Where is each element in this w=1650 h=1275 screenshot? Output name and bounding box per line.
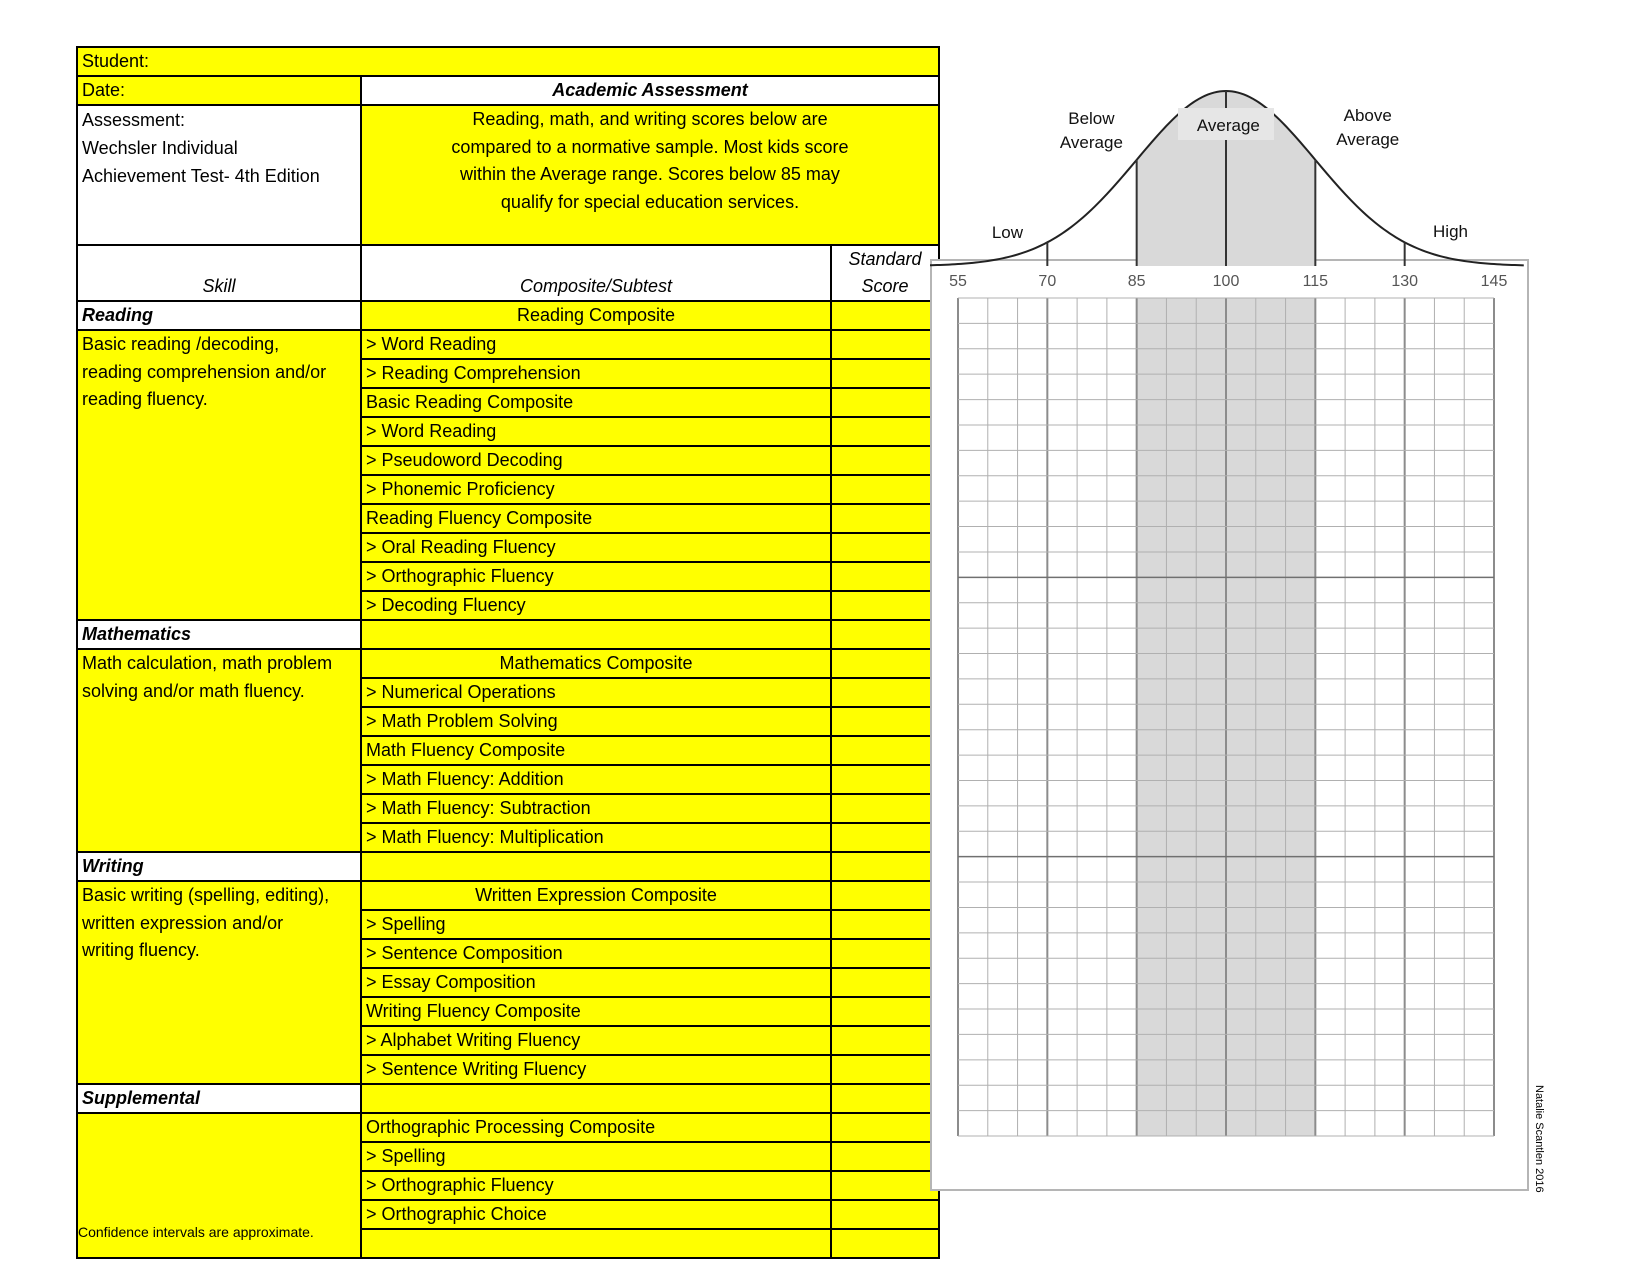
subtest-cell: Reading Fluency Composite bbox=[361, 504, 831, 533]
range-label: Average bbox=[1336, 130, 1400, 149]
section-heading: Reading bbox=[77, 301, 361, 330]
credit-text: Natalie Scantlen 2016 bbox=[1533, 1085, 1545, 1193]
subtest-cell: > Math Fluency: Multiplication bbox=[361, 823, 831, 852]
subtest-cell: Writing Fluency Composite bbox=[361, 997, 831, 1026]
score-input[interactable] bbox=[831, 1171, 939, 1200]
score-input[interactable] bbox=[831, 388, 939, 417]
score-input[interactable] bbox=[831, 678, 939, 707]
footnote: Confidence intervals are approximate. bbox=[78, 1224, 314, 1240]
intro-text bbox=[361, 105, 939, 245]
subtest-cell: > Spelling bbox=[361, 910, 831, 939]
subtest-cell: > Pseudoword Decoding bbox=[361, 446, 831, 475]
range-label: Average bbox=[1059, 133, 1123, 152]
assessment-info bbox=[77, 105, 361, 245]
subtest-cell: > Numerical Operations bbox=[361, 678, 831, 707]
subtest-cell bbox=[361, 852, 831, 881]
score-input[interactable] bbox=[831, 1229, 939, 1258]
subtest-cell: > Decoding Fluency bbox=[361, 591, 831, 620]
score-input[interactable] bbox=[831, 417, 939, 446]
score-input[interactable] bbox=[831, 736, 939, 765]
score-input[interactable] bbox=[831, 446, 939, 475]
score-input[interactable] bbox=[831, 997, 939, 1026]
tick-label: 145 bbox=[1480, 273, 1508, 290]
subtest-cell: > Oral Reading Fluency bbox=[361, 533, 831, 562]
score-input[interactable] bbox=[831, 910, 939, 939]
score-input[interactable] bbox=[831, 301, 939, 330]
subtest-cell: > Word Reading bbox=[361, 330, 831, 359]
column-header-skill: Skill bbox=[77, 245, 361, 301]
subtest-cell: Basic Reading Composite bbox=[361, 388, 831, 417]
student-field[interactable]: Student: bbox=[77, 47, 939, 76]
subtest-cell: > Spelling bbox=[361, 1142, 831, 1171]
subtest-cell: > Sentence Composition bbox=[361, 939, 831, 968]
subtest-cell: > Reading Comprehension bbox=[361, 359, 831, 388]
assessment-line: Assessment: bbox=[82, 110, 186, 130]
table-row bbox=[77, 1113, 939, 1142]
score-input[interactable] bbox=[831, 939, 939, 968]
tick-label: 130 bbox=[1391, 273, 1419, 290]
form-title: Academic Assessment bbox=[361, 76, 939, 105]
description-line: reading fluency. bbox=[82, 389, 208, 409]
score-input[interactable] bbox=[831, 823, 939, 852]
section-heading: Supplemental bbox=[77, 1084, 361, 1113]
assessment-line: Wechsler Individual bbox=[82, 138, 238, 158]
range-label: Low bbox=[991, 223, 1024, 242]
subtest-cell: > Essay Composition bbox=[361, 968, 831, 997]
intro-line: Reading, math, and writing scores below are bbox=[472, 109, 828, 129]
intro-line: within the Average range. Scores below 85 may bbox=[460, 164, 840, 184]
bell-curve-chart bbox=[930, 40, 1590, 1240]
score-input[interactable] bbox=[831, 794, 939, 823]
range-label: Below bbox=[1068, 109, 1115, 128]
skill-description bbox=[77, 330, 361, 620]
score-header-line: Score bbox=[861, 276, 909, 296]
score-input[interactable] bbox=[831, 562, 939, 591]
column-header-score bbox=[831, 245, 939, 301]
subtest-cell: > Orthographic Choice bbox=[361, 1200, 831, 1229]
subtest-cell: > Math Fluency: Subtraction bbox=[361, 794, 831, 823]
score-input[interactable] bbox=[831, 649, 939, 678]
subtest-cell bbox=[361, 1229, 831, 1258]
subtest-cell: > Orthographic Fluency bbox=[361, 562, 831, 591]
score-input[interactable] bbox=[831, 620, 939, 649]
range-label: Above bbox=[1343, 106, 1392, 125]
subtest-cell: > Math Fluency: Addition bbox=[361, 765, 831, 794]
table-row bbox=[77, 330, 939, 359]
subtest-cell: Written Expression Composite bbox=[361, 881, 831, 910]
date-field[interactable]: Date: bbox=[77, 76, 361, 105]
subtest-cell: Math Fluency Composite bbox=[361, 736, 831, 765]
description-line: Basic writing (spelling, editing), bbox=[82, 885, 330, 905]
subtest-cell: > Orthographic Fluency bbox=[361, 1171, 831, 1200]
table-row bbox=[77, 649, 939, 678]
tick-label: 85 bbox=[1127, 273, 1146, 290]
intro-line: qualify for special education services. bbox=[500, 191, 800, 212]
subtest-cell bbox=[361, 620, 831, 649]
assessment-line: Achievement Test- 4th Edition bbox=[82, 166, 320, 186]
score-input[interactable] bbox=[831, 359, 939, 388]
range-label: High bbox=[1433, 222, 1469, 241]
subtest-cell: Reading Composite bbox=[361, 301, 831, 330]
section-heading: Mathematics bbox=[77, 620, 361, 649]
subtest-cell: > Sentence Writing Fluency bbox=[361, 1055, 831, 1084]
score-input[interactable] bbox=[831, 1200, 939, 1229]
table-row bbox=[77, 881, 939, 910]
tick-label: 70 bbox=[1038, 273, 1057, 290]
subtest-cell: Mathematics Composite bbox=[361, 649, 831, 678]
range-label: Average bbox=[1196, 116, 1260, 135]
subtest-cell: > Alphabet Writing Fluency bbox=[361, 1026, 831, 1055]
score-header-line: Standard bbox=[848, 249, 922, 269]
description-line: reading comprehension and/or bbox=[82, 361, 327, 382]
skill-description bbox=[77, 649, 361, 852]
description-line: Math calculation, math problem bbox=[82, 653, 333, 673]
score-input[interactable] bbox=[831, 765, 939, 794]
score-input[interactable] bbox=[831, 881, 939, 910]
column-header-subtest: Composite/Subtest bbox=[361, 245, 831, 301]
description-line: solving and/or math fluency. bbox=[82, 680, 305, 701]
description-line: writing fluency. bbox=[82, 940, 200, 960]
score-input[interactable] bbox=[831, 1142, 939, 1171]
intro-line: compared to a normative sample. Most kids score bbox=[451, 136, 849, 157]
subtest-cell: > Word Reading bbox=[361, 417, 831, 446]
score-input[interactable] bbox=[831, 1084, 939, 1113]
score-input[interactable] bbox=[831, 1113, 939, 1142]
skill-description bbox=[77, 881, 361, 1084]
tick-label: 115 bbox=[1302, 273, 1329, 290]
score-input[interactable] bbox=[831, 533, 939, 562]
score-input[interactable] bbox=[831, 1055, 939, 1084]
subtest-cell: > Math Problem Solving bbox=[361, 707, 831, 736]
score-input[interactable] bbox=[831, 1026, 939, 1055]
score-input[interactable] bbox=[831, 475, 939, 504]
tick-label: 55 bbox=[949, 273, 967, 290]
section-heading: Writing bbox=[77, 852, 361, 881]
assessment-form bbox=[76, 46, 940, 1259]
score-input[interactable] bbox=[831, 330, 939, 359]
score-input[interactable] bbox=[831, 591, 939, 620]
score-input[interactable] bbox=[831, 504, 939, 533]
tick-label: 100 bbox=[1212, 273, 1240, 290]
subtest-cell: > Phonemic Proficiency bbox=[361, 475, 831, 504]
score-input[interactable] bbox=[831, 968, 939, 997]
subtest-cell bbox=[361, 1084, 831, 1113]
score-input[interactable] bbox=[831, 852, 939, 881]
description-line: Basic reading /decoding, bbox=[82, 334, 280, 354]
description-line: written expression and/or bbox=[82, 912, 284, 933]
score-input[interactable] bbox=[831, 707, 939, 736]
subtest-cell: Orthographic Processing Composite bbox=[361, 1113, 831, 1142]
